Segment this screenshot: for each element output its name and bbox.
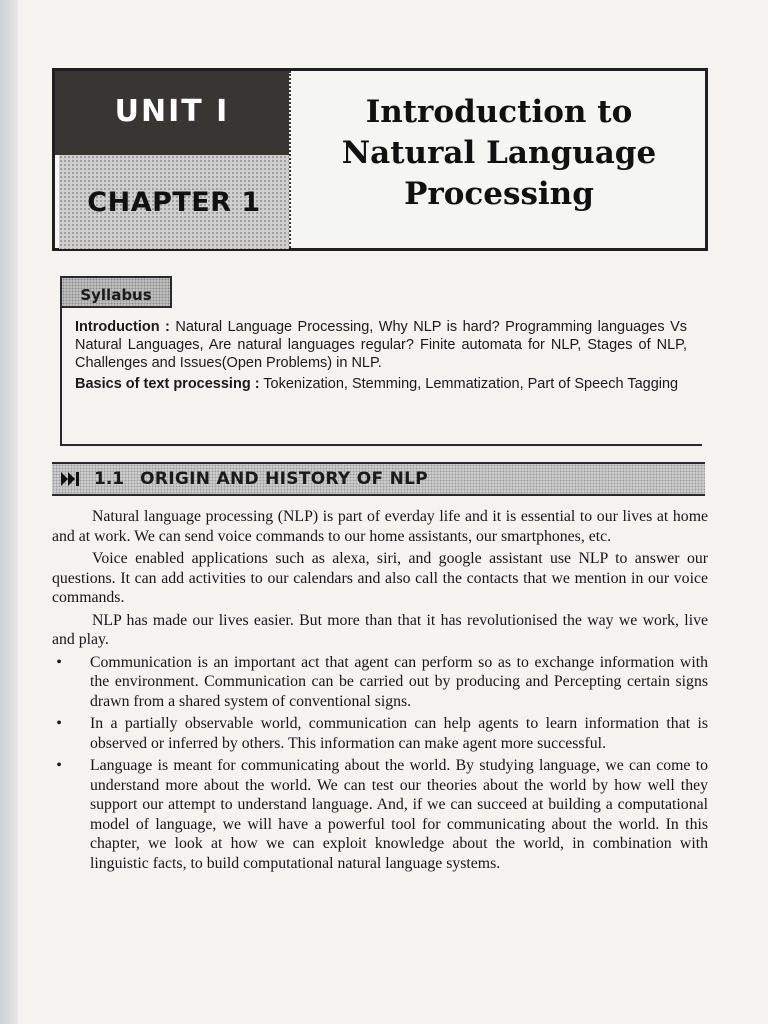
syllabus-basics-heading: Basics of text processing :	[75, 376, 260, 392]
bullet-dot: •	[56, 757, 62, 774]
bullet-text: Communication is an important act that agent can perform so as to exchange information with the environment. Communication can be carried out by producing and Percepting certain signs drawn from a shared system of conventional signs.	[90, 653, 708, 710]
body-paragraph: Natural language processing (NLP) is part of everday life and it is essential to our lives at home and at work. We can send voice commands to our home assistants, our smartphones, etc.	[52, 508, 708, 545]
bullet-item	[52, 653, 708, 712]
banner-divider	[289, 71, 291, 248]
syllabus-tab	[60, 276, 172, 308]
syllabus-basics-text: Tokenization, Stemming, Lemmatization, Part of Speech Tagging	[259, 376, 679, 392]
syllabus-introduction	[75, 318, 687, 372]
chapter-title-line-1: Introduction to	[365, 94, 633, 130]
chapter-label: CHAPTER 1	[87, 186, 261, 218]
body-text	[52, 507, 708, 876]
banner-left-panel	[55, 71, 289, 248]
unit-label: UNIT I	[114, 93, 230, 129]
syllabus-content	[75, 318, 687, 396]
bullet-item	[52, 756, 708, 873]
page-edge	[0, 0, 18, 1024]
syllabus-intro-heading: Introduction	[75, 319, 160, 335]
chapter-banner	[52, 68, 708, 251]
banner-title-panel	[293, 71, 705, 248]
bullet-dot: •	[56, 653, 62, 671]
body-paragraph: NLP has made our lives easier. But more than that it has revolutionised the way we work, live and play.	[52, 611, 708, 648]
section-title: ORIGIN AND HISTORY OF NLP	[140, 469, 429, 489]
section-heading-bar	[52, 462, 705, 496]
chapter-title-line-3: Processing	[404, 176, 594, 212]
bullet-item	[52, 714, 708, 753]
bullet-dot: •	[56, 715, 62, 732]
body-paragraph: Voice enabled applications such as alexa, siri, and google assistant use NLP to answer our questions. It can add activities to our calendars and also call the contacts that we mention in our voice commands.	[52, 550, 708, 606]
fast-forward-icon	[60, 471, 82, 487]
bullet-text: In a partially observable world, communication can help agents to learn information that is observed or inferred by others. This information can make agent more successful.	[90, 715, 708, 752]
syllabus-label: Syllabus	[80, 286, 152, 304]
bullet-text: Language is meant for communicating about the world. By studying language, we can come to understand more about the world. We can test our theories about the world by how well they support our attempt to understand language. And, if we can succeed at building a computational model of language, we will have a powerful tool for communicating about the world. In this chapter, we look at how we can exploit knowledge about the world, in combination with linguistic facts, to build computational natural language systems.	[90, 757, 708, 872]
chapter-title	[342, 92, 656, 215]
syllabus-intro-separator: :	[159, 319, 176, 335]
chapter-title-line-2: Natural Language	[341, 135, 657, 171]
chapter-block	[59, 155, 289, 249]
section-number: 1.1	[94, 469, 125, 489]
syllabus-basics	[75, 375, 687, 393]
syllabus-intro-text: Natural Language Processing, Why NLP is hard? Programming languages Vs Natural Languages, Are natural languages regular? Finite automata for NLP, Stages of NLP, Challenges and Issues(Open Problems) in NLP.	[75, 319, 687, 371]
unit-block	[55, 71, 289, 155]
